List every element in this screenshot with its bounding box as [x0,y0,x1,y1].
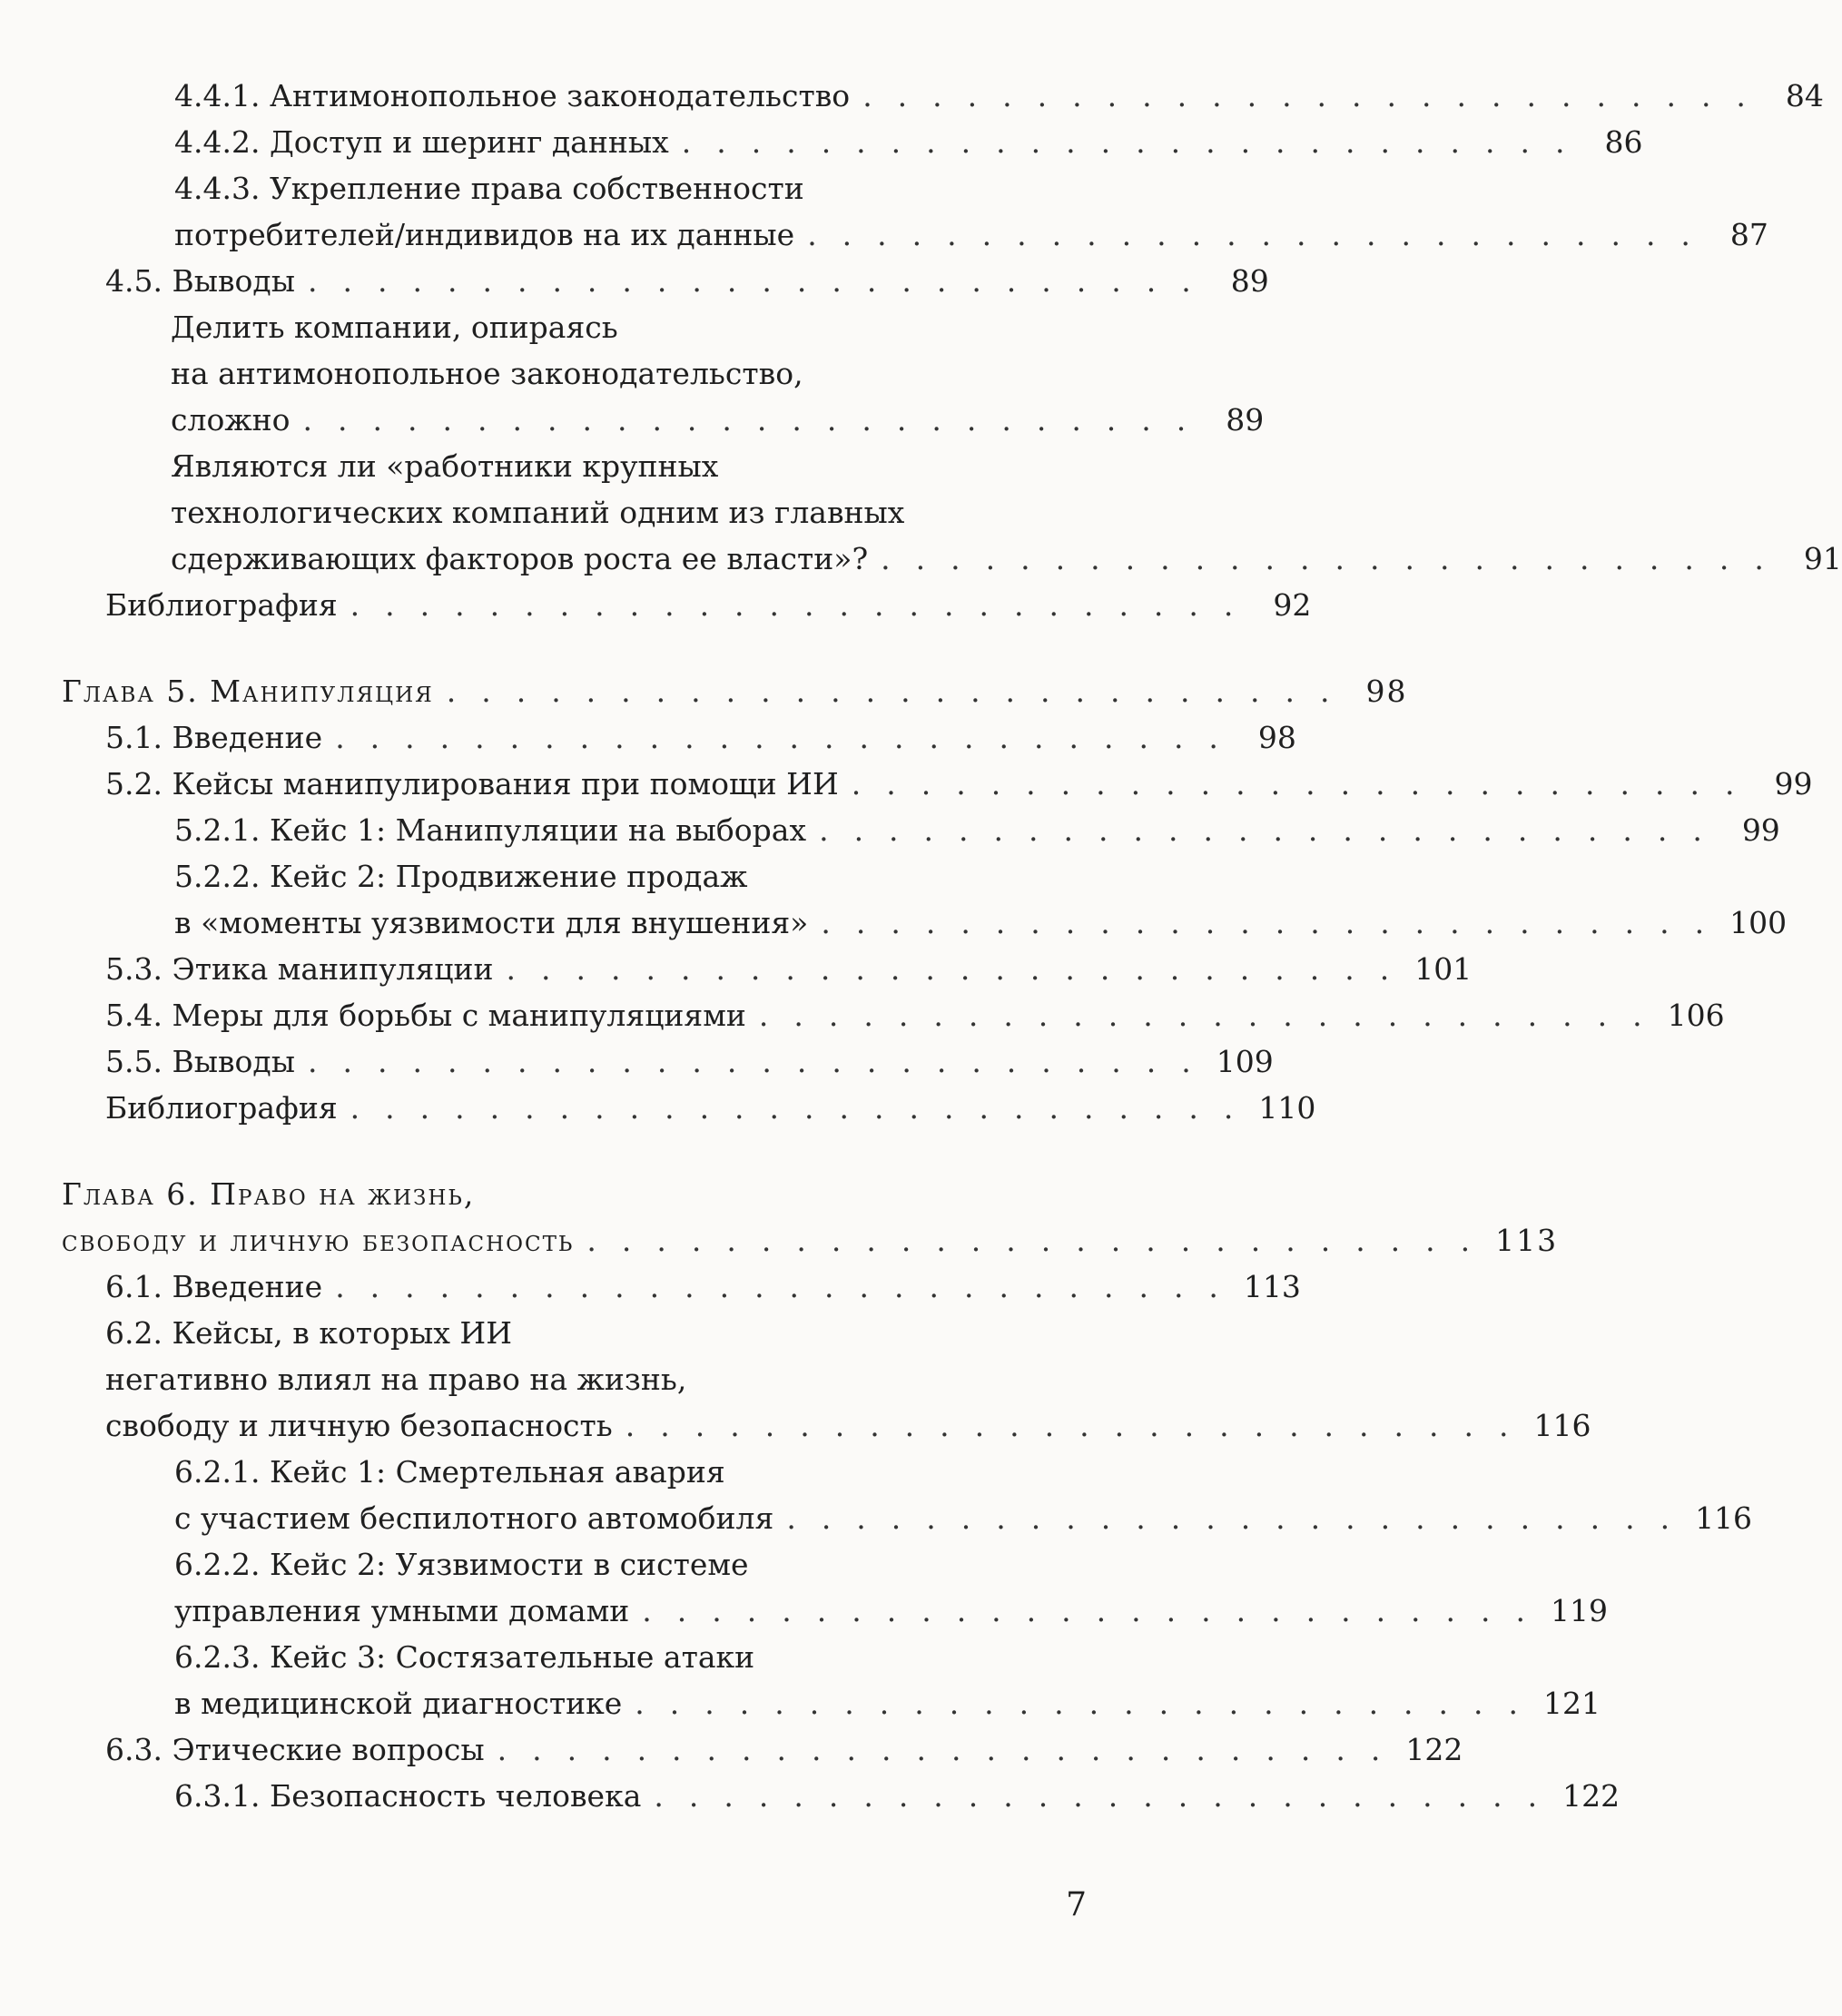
toc-entry-text: 6.3. Этические вопросы [105,1732,485,1767]
toc-entry-text: 5.5. Выводы [105,1044,296,1079]
toc-entry-text: 4.4.3. Укрепление права собственности [174,171,804,206]
dot-leader: .......................... [586,1223,1496,1258]
toc-entry-text: с участием беспилотного автомобиля [174,1500,774,1536]
toc-page-number: 106 [1667,998,1725,1033]
dot-leader: .......................... [851,766,1760,801]
toc-page-number: 84 [1785,78,1824,113]
toc-entry-text: 5.3. Этика манипуляции [105,951,494,987]
toc-page-number: 98 [1365,674,1408,709]
dot-leader: .......................... [821,905,1730,940]
toc-entry-text: 4.4.2. Доступ и шеринг данных [174,124,669,160]
toc-entry-text: потребителей/индивидов на их данные [174,217,795,252]
dot-leader: .......................... [681,124,1591,160]
dot-leader: .......................... [642,1593,1551,1628]
toc-entry [62,1264,1301,1310]
toc-page-number: 113 [1495,1223,1559,1258]
toc-entry [62,1634,1601,1726]
dot-leader: .......................... [350,587,1259,623]
section-spacer [62,1131,1098,1171]
toc-page-number: 122 [1562,1778,1620,1814]
toc-entry [62,304,1265,443]
toc-entry-text: управления умными домами [174,1593,630,1628]
toc-page-number: 109 [1216,1044,1274,1079]
toc-page-number: 91 [1803,541,1842,576]
section-spacer [62,628,1098,668]
toc-entry [62,443,1842,582]
dot-leader: .......................... [635,1686,1544,1721]
toc-entry-text: 5.2. Кейсы манипулирования при помощи ИИ [105,766,839,801]
toc-entry-text: Библиография [105,1090,338,1126]
toc-entry [62,992,1725,1038]
toc-chapter-entry [62,668,1408,714]
toc-entry-text: 4.5. Выводы [105,263,296,299]
toc-entry [62,1773,1620,1819]
dot-leader: .......................... [654,1778,1563,1814]
toc-page-number: 101 [1414,951,1473,987]
toc-entry-text: негативно влиял на право на жизнь, [105,1362,687,1397]
toc-entry-text: сдерживающих факторов роста ее власти»? [171,541,869,576]
dot-leader: .......................... [758,998,1668,1033]
toc-entry-text: сложно [171,402,291,438]
toc-page-number: 99 [1774,766,1813,801]
toc-entry [62,165,1768,258]
toc-entry [62,582,1312,628]
toc-entry [62,1726,1463,1773]
toc-page-number: 86 [1604,124,1643,160]
toc-chapter-title: свободу и личную безопасность [62,1223,575,1258]
toc-entry-text: 6.1. Введение [105,1269,323,1304]
toc-entry [62,1038,1274,1085]
table-of-contents [62,73,1842,1819]
toc-page-number: 119 [1551,1593,1609,1628]
toc-page-number: 87 [1729,217,1768,252]
toc-entry-text: на антимонопольное законодательство, [171,356,803,391]
toc-entry-text: технологических компаний одним из главных [171,495,905,530]
toc-entry-text: Библиография [105,587,338,623]
toc-page-number: 116 [1533,1408,1591,1443]
dot-leader: .......................... [308,1044,1217,1079]
toc-entry-text: 4.4.1. Антимонопольное законодательство [174,78,851,113]
dot-leader: .......................... [335,720,1244,755]
toc-page-number: 122 [1405,1732,1463,1767]
toc-entry [62,807,1780,853]
toc-chapter-title: Глава 6. Право на жизнь, [62,1176,476,1212]
toc-entry [62,1085,1316,1131]
toc-page-number: 99 [1741,812,1780,848]
dot-leader: .......................... [497,1732,1406,1767]
toc-entry-text: в медицинской диагностике [174,1686,623,1721]
toc-entry-text: Делить компании, опираясь [171,310,618,345]
toc-entry [62,1449,1753,1541]
dot-leader: .......................... [862,78,1771,113]
toc-page-number: 89 [1230,263,1269,299]
toc-entry [62,946,1473,992]
dot-leader: .......................... [506,951,1415,987]
toc-chapter-entry [62,1171,1559,1264]
toc-chapter-title: Глава 5. Манипуляция [62,674,434,709]
toc-entry-text: 6.2.1. Кейс 1: Смертельная авария [174,1454,725,1490]
dot-leader: .......................... [807,217,1716,252]
toc-entry-text: 6.3.1. Безопасность человека [174,1778,642,1814]
dot-leader: .......................... [308,263,1217,299]
toc-page-number: 98 [1257,720,1296,755]
dot-leader: .......................... [625,1408,1534,1443]
toc-page-number: 89 [1226,402,1265,438]
toc-entry [62,73,1824,119]
toc-entry-text: 5.1. Введение [105,720,323,755]
toc-entry-text: 5.4. Меры для борьбы с манипуляциями [105,998,746,1033]
toc-entry [62,714,1296,761]
dot-leader: .......................... [786,1500,1696,1536]
dot-leader: .......................... [819,812,1728,848]
dot-leader: .......................... [446,674,1355,709]
toc-page-number: 92 [1273,587,1312,623]
toc-entry [62,258,1269,304]
toc-page-number: 116 [1695,1500,1753,1536]
toc-entry-text: в «моменты уязвимости для внушения» [174,905,809,940]
toc-entry-text: 5.2.1. Кейс 1: Манипуляции на выборах [174,812,807,848]
toc-entry-text: 6.2.2. Кейс 2: Уязвимости в системе [174,1547,749,1582]
toc-entry-text: 6.2.3. Кейс 3: Состязательные атаки [174,1639,755,1675]
toc-page-number: 110 [1258,1090,1316,1126]
toc-entry [62,119,1643,165]
toc-page-number: 100 [1729,905,1788,940]
toc-page-number: 113 [1243,1269,1301,1304]
toc-entry-text: Являются ли «работники крупных [171,448,719,484]
dot-leader: .......................... [881,541,1789,576]
toc-page-number: 121 [1543,1686,1601,1721]
toc-entry [62,761,1813,807]
dot-leader: .......................... [335,1269,1244,1304]
page-number: 7 [1066,1886,1087,1923]
toc-entry-text: 6.2. Кейсы, в которых ИИ [105,1315,512,1351]
dot-leader: .......................... [302,402,1212,438]
toc-entry [62,853,1788,946]
toc-entry-text: 5.2.2. Кейс 2: Продвижение продаж [174,859,748,894]
dot-leader: .......................... [350,1090,1259,1126]
toc-entry-text: свободу и личную безопасность [105,1408,613,1443]
toc-entry [62,1541,1609,1634]
toc-entry [62,1310,1591,1449]
